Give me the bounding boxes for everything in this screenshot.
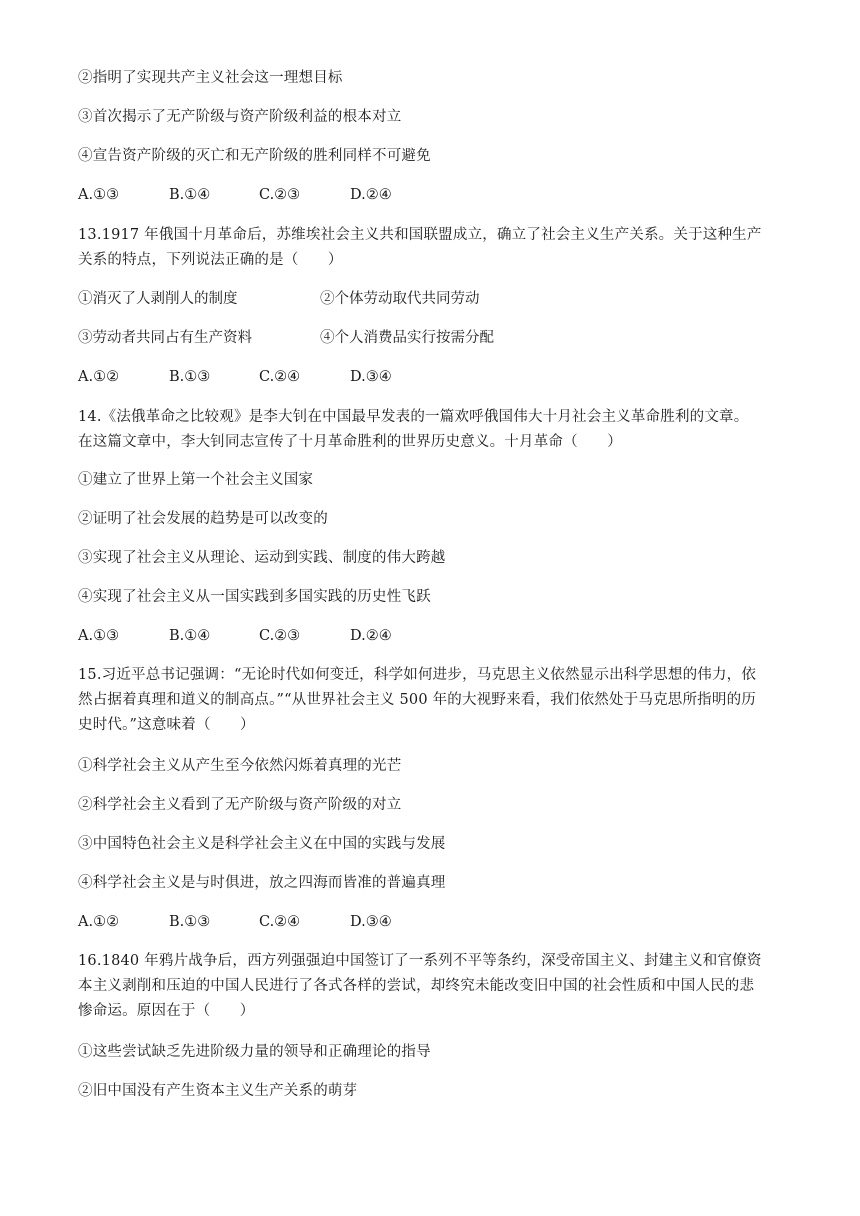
q13-option-c[interactable]: C.②④: [259, 369, 301, 385]
q16-stem-line-1: 16.1840 年鸦片战争后，西方列强强迫中国签订了一系列不平等条约，深受帝国主义、封建主义和官僚资: [78, 953, 762, 969]
q12-item-2: ②指明了实现共产主义社会这一理想目标: [78, 70, 343, 86]
q12-option-c[interactable]: C.②③: [259, 187, 301, 203]
q13-stem-line-2: 关系的特点，下列说法正确的是（ ）: [78, 252, 343, 268]
q14-option-a[interactable]: A.①③: [78, 628, 120, 644]
q16-item-2: ②旧中国没有产生资本主义生产关系的萌芽: [78, 1083, 358, 1099]
q15-options: [78, 912, 392, 932]
q15-item-2: ②科学社会主义看到了无产阶级与资产阶级的对立: [78, 797, 402, 813]
q13-item-2: ②个体劳动取代共同劳动: [320, 291, 480, 307]
q13-option-d[interactable]: D.③④: [350, 369, 392, 385]
q14-stem-line-2: 在这篇文章中，李大钊同志宣传了十月革命胜利的世界历史意义。十月革命（ ）: [78, 434, 622, 450]
q12-item-3: ③首次揭示了无产阶级与资产阶级利益的根本对立: [78, 109, 402, 125]
q15-stem-line-2: 然占据着真理和道义的制高点。”“从世界社会主义 500 年的大视野来看，我们依然处于马克思所指明的历: [78, 692, 756, 708]
q14-option-b[interactable]: B.①④: [169, 628, 211, 644]
q13-items-row-1: [78, 289, 480, 309]
q14-item-1: ①建立了世界上第一个社会主义国家: [78, 472, 314, 488]
q16-stem-line-2: 本主义剥削和压迫的中国人民进行了各式各样的尝试，却终究未能改变旧中国的社会性质和中国人民的悲: [78, 978, 755, 994]
q13-stem-line-1: 13.1917 年俄国十月革命后，苏维埃社会主义共和国联盟成立，确立了社会主义生产关系。关于这种生产: [78, 227, 762, 243]
q15-option-a[interactable]: A.①②: [78, 914, 120, 930]
q14-item-2: ②证明了社会发展的趋势是可以改变的: [78, 511, 328, 527]
q15-stem-line-3: 史时代。”这意味着（ ）: [78, 717, 255, 733]
q13-option-b[interactable]: B.①③: [169, 369, 211, 385]
q13-items-row-2: [78, 328, 494, 348]
q14-options: [78, 626, 392, 646]
q16-item-1: ①这些尝试缺乏先进阶级力量的领导和正确理论的指导: [78, 1044, 431, 1060]
q14-stem-line-1: 14.《法俄革命之比较观》是李大钊在中国最早发表的一篇欢呼俄国伟大十月社会主义革命胜利的文章。: [78, 409, 749, 425]
q13-item-3: ③劳动者共同占有生产资料: [78, 330, 252, 346]
q15-option-d[interactable]: D.③④: [350, 914, 392, 930]
q14-item-3: ③实现了社会主义从理论、运动到实践、制度的伟大跨越: [78, 550, 446, 566]
q15-item-4: ④科学社会主义是与时俱进，放之四海而皆准的普遍真理: [78, 875, 446, 891]
q12-option-a[interactable]: A.①③: [78, 187, 120, 203]
q14-option-c[interactable]: C.②③: [259, 628, 301, 644]
q16-stem-line-3: 惨命运。原因在于（ ）: [78, 1003, 255, 1019]
q15-option-c[interactable]: C.②④: [259, 914, 301, 930]
q13-option-a[interactable]: A.①②: [78, 369, 120, 385]
q13-item-1: ①消灭了人剥削人的制度: [78, 291, 238, 307]
q13-options: [78, 367, 392, 387]
q15-item-1: ①科学社会主义从产生至今依然闪烁着真理的光芒: [78, 758, 402, 774]
q14-item-4: ④实现了社会主义从一国实践到多国实践的历史性飞跃: [78, 589, 431, 605]
q15-item-3: ③中国特色社会主义是科学社会主义在中国的实践与发展: [78, 836, 446, 852]
q14-option-d[interactable]: D.②④: [350, 628, 392, 644]
q12-option-b[interactable]: B.①④: [169, 187, 211, 203]
q15-option-b[interactable]: B.①③: [169, 914, 211, 930]
q12-options: [78, 185, 392, 205]
q12-option-d[interactable]: D.②④: [350, 187, 392, 203]
q15-stem-line-1: 15.习近平总书记强调：“无论时代如何变迁，科学如何进步，马克思主义依然显示出科学思想的伟力，依: [78, 667, 757, 683]
q13-item-4: ④个人消费品实行按需分配: [320, 330, 494, 346]
q12-item-4: ④宣告资产阶级的灭亡和无产阶级的胜利同样不可避免: [78, 148, 431, 164]
